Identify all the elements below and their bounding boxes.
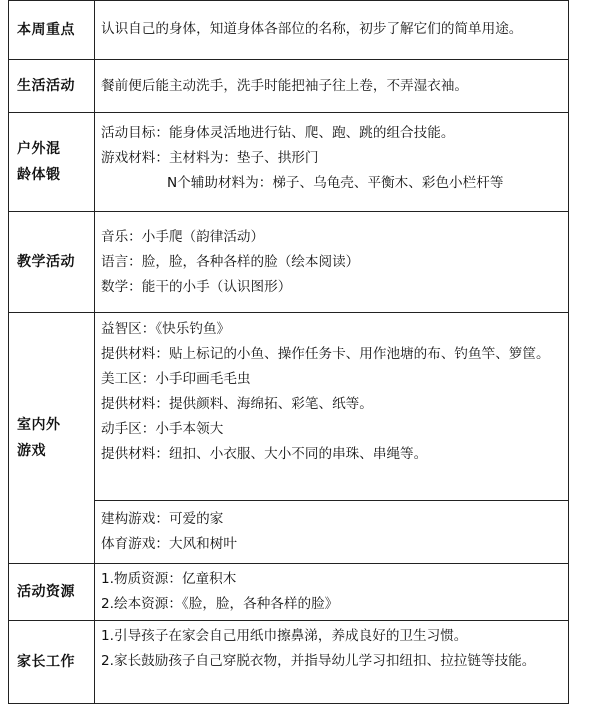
games-label-line-1: 室内外	[17, 417, 61, 433]
outdoor-material-aux-line: N个辅助材料为：梯子、乌龟壳、平衡木、彩色小栏杆等	[167, 175, 504, 191]
resources-label: 活动资源	[9, 564, 95, 621]
row-life-activity	[9, 60, 569, 113]
games-construction-line: 建构游戏：可爱的家	[101, 511, 224, 527]
resources-text	[95, 564, 569, 621]
teaching-activity-text	[95, 212, 569, 313]
games-sports-line: 体育游戏：大风和树叶	[101, 536, 237, 552]
teaching-music-line: 音乐：小手爬（韵律活动）	[101, 228, 265, 245]
row-activity-resources	[9, 564, 569, 621]
games-handcraft-material-line: 提供材料：纽扣、小衣服、大小不同的串珠、串绳等。	[101, 446, 428, 462]
weekly-plan-table	[8, 0, 569, 704]
life-activity-label: 生活活动	[9, 60, 95, 113]
life-activity-text	[95, 60, 569, 113]
games-label	[9, 313, 95, 564]
outdoor-exercise-text	[95, 113, 569, 212]
parent-work-line-2: 2.家长鼓励孩子自己穿脱衣物，并指导幼儿学习扣纽扣、拉拉链等技能。	[101, 653, 536, 669]
weekly-focus-line: 认识自己的身体，知道身体各部位的名称，初步了解它们的简单用途。	[101, 20, 523, 37]
outdoor-exercise-label	[9, 113, 95, 212]
outdoor-label-line-2: 龄体锻	[17, 167, 61, 183]
games-puzzle-area-line: 益智区：《快乐钓鱼》	[101, 321, 231, 337]
row-teaching-activity	[9, 212, 569, 313]
games-area-activities	[95, 313, 569, 501]
row-outdoor-exercise	[9, 113, 569, 212]
resources-material-line: 1.物质资源：亿童积木	[101, 571, 237, 587]
parent-work-text	[95, 621, 569, 704]
teaching-activity-label: 教学活动	[9, 212, 95, 313]
games-puzzle-material-line: 提供材料：贴上标记的小鱼、操作任务卡、用作池塘的布、钓鱼竿、箩筐。	[101, 346, 550, 362]
games-label-line-2: 游戏	[17, 443, 46, 459]
row-indoor-outdoor-games	[9, 313, 569, 501]
games-art-material-line: 提供材料：提供颜料、海绵拓、彩笔、纸等。	[101, 396, 373, 412]
outdoor-goal-line: 活动目标：能身体灵活地进行钻、爬、跑、跳的组合技能。	[101, 125, 455, 141]
outdoor-material-main-line: 游戏材料：主材料为：垫子、拱形门	[101, 150, 319, 166]
teaching-math-line: 数学：能干的小手（认识图形）	[101, 278, 292, 295]
games-construction-sports	[95, 501, 569, 564]
outdoor-label-line-1: 户外混	[17, 141, 61, 157]
weekly-plan-sheet	[8, 0, 568, 704]
weekly-focus-text	[95, 1, 569, 60]
row-weekly-focus	[9, 1, 569, 60]
row-parent-work	[9, 621, 569, 704]
teaching-language-line: 语言：脸，脸，各种各样的脸（绘本阅读）	[101, 253, 360, 270]
weekly-focus-label: 本周重点	[9, 1, 95, 60]
games-handcraft-area-line: 动手区：小手本领大	[101, 421, 224, 437]
parent-work-line-1: 1.引导孩子在家会自己用纸巾擦鼻涕，养成良好的卫生习惯。	[101, 628, 468, 644]
parent-work-label: 家长工作	[9, 621, 95, 704]
games-art-area-line: 美工区：小手印画毛毛虫	[101, 371, 251, 387]
life-activity-line: 餐前便后能主动洗手，洗手时能把袖子往上卷，不弄湿衣袖。	[101, 77, 469, 94]
resources-picturebook-line: 2.绘本资源：《脸，脸，各种各样的脸》	[101, 596, 339, 612]
